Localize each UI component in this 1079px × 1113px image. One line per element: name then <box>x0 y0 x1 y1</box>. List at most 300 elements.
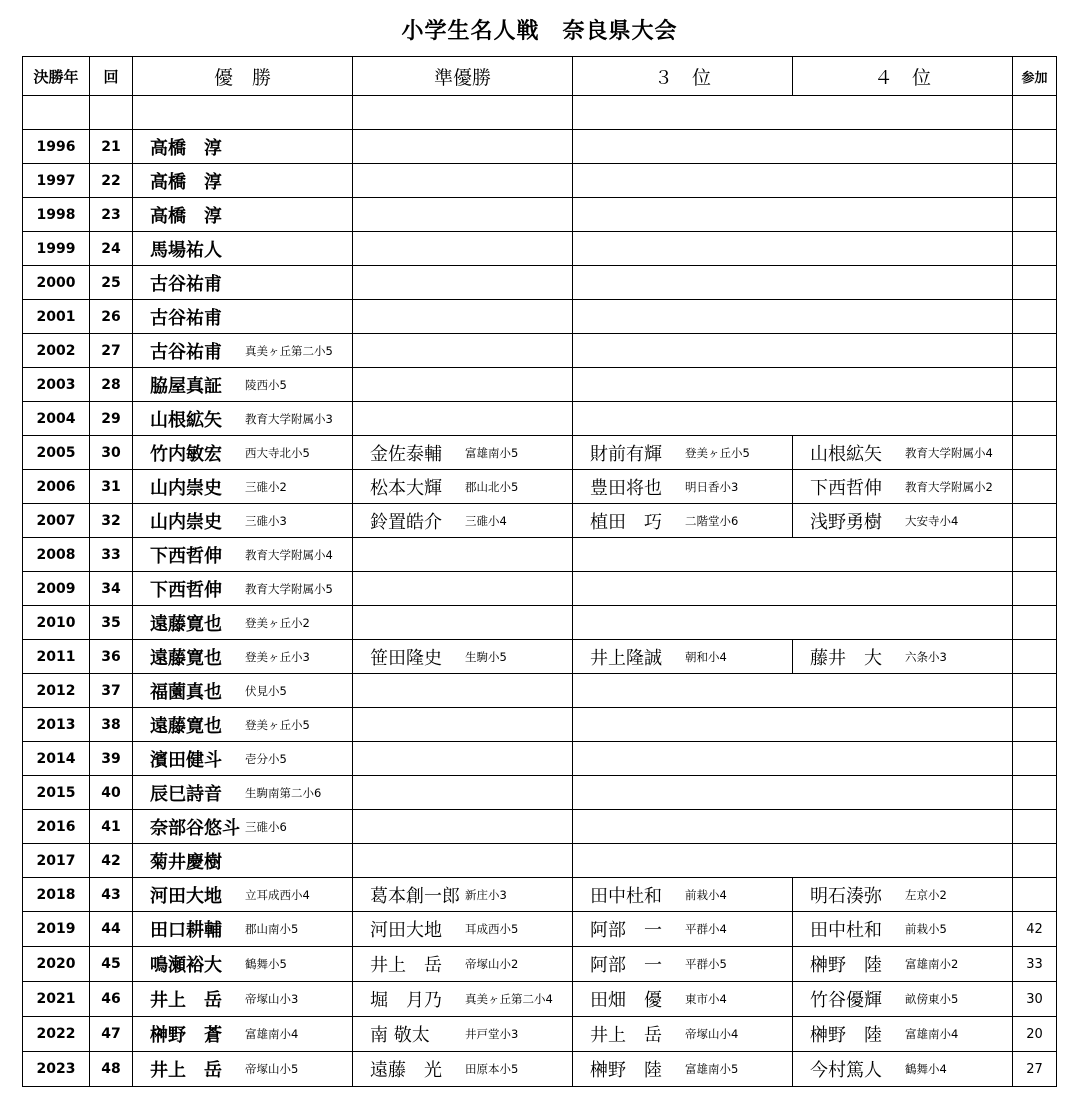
winner-cell <box>133 538 353 572</box>
runner-up-cell <box>353 164 573 198</box>
table-row <box>23 436 1057 470</box>
winner-cell <box>133 640 353 674</box>
fourth-school: 左京小2 <box>905 887 947 902</box>
winner-name: 井上 岳 <box>150 990 222 1011</box>
fourth-name: 下西哲伸 <box>810 477 882 499</box>
year-cell: 2017 <box>23 844 90 878</box>
runner-up-cell <box>353 538 573 572</box>
participants-cell <box>1013 164 1057 198</box>
fourth-name: 榊野 陸 <box>810 955 882 976</box>
winner-name: 高橋 淳 <box>150 171 222 193</box>
third-fourth-cell <box>573 538 1013 572</box>
winner-cell <box>133 742 353 776</box>
table-row <box>23 368 1057 402</box>
table-row <box>23 606 1057 640</box>
fourth-cell <box>793 436 1013 470</box>
winner-name: 下西哲伸 <box>150 545 222 567</box>
third-name: 井上 岳 <box>590 1025 662 1046</box>
table-row <box>23 1017 1057 1052</box>
third-cell <box>573 947 793 982</box>
participants-cell: 27 <box>1013 1052 1057 1087</box>
blank-cell <box>1013 96 1057 130</box>
winner-cell <box>133 504 353 538</box>
winner-name: 福薗真也 <box>150 681 222 703</box>
year-cell: 2010 <box>23 606 90 640</box>
winner-name: 古谷祐甫 <box>150 341 222 363</box>
winner-school: 真美ヶ丘第二小5 <box>245 343 333 358</box>
round-cell: 37 <box>90 674 133 708</box>
third-fourth-cell <box>573 572 1013 606</box>
participants-cell: 30 <box>1013 982 1057 1017</box>
header-fourth: ４ 位 <box>793 57 1013 96</box>
participants-cell <box>1013 334 1057 368</box>
year-cell: 2022 <box>23 1017 90 1052</box>
runner-up-name: 葛本創一郎 <box>370 885 460 907</box>
table-row <box>23 198 1057 232</box>
participants-cell <box>1013 402 1057 436</box>
round-cell: 39 <box>90 742 133 776</box>
round-cell: 25 <box>90 266 133 300</box>
participants-cell <box>1013 572 1057 606</box>
winner-cell <box>133 606 353 640</box>
winner-school: 登美ヶ丘小2 <box>245 615 310 630</box>
third-school: 平群小4 <box>685 922 727 936</box>
round-cell: 45 <box>90 947 133 982</box>
winner-school: 鶴舞小5 <box>245 957 287 971</box>
table-row <box>23 470 1057 504</box>
third-cell <box>573 912 793 947</box>
round-cell: 36 <box>90 640 133 674</box>
third-cell <box>573 640 793 674</box>
runner-up-cell <box>353 912 573 947</box>
winner-cell <box>133 402 353 436</box>
round-cell: 31 <box>90 470 133 504</box>
table-row <box>23 742 1057 776</box>
winner-school: 登美ヶ丘小3 <box>245 649 310 664</box>
third-name: 榊野 陸 <box>590 1060 662 1081</box>
participants-cell <box>1013 844 1057 878</box>
table-row <box>23 538 1057 572</box>
third-fourth-cell <box>573 606 1013 640</box>
fourth-cell <box>793 504 1013 538</box>
third-school: 東市小4 <box>685 992 727 1006</box>
year-cell: 2023 <box>23 1052 90 1087</box>
runner-up-school: 井戸堂小3 <box>465 1027 519 1041</box>
runner-up-cell <box>353 300 573 334</box>
third-fourth-cell <box>573 266 1013 300</box>
winner-cell <box>133 947 353 982</box>
fourth-school: 富雄南小4 <box>905 1027 959 1041</box>
third-fourth-cell <box>573 810 1013 844</box>
table-row <box>23 776 1057 810</box>
round-cell: 27 <box>90 334 133 368</box>
third-name: 豊田将也 <box>590 477 662 499</box>
third-fourth-cell <box>573 402 1013 436</box>
third-name: 植田 巧 <box>590 511 662 533</box>
winner-name: 竹内敏宏 <box>150 443 222 465</box>
table-row <box>23 640 1057 674</box>
third-fourth-cell <box>573 198 1013 232</box>
winner-name: 山内崇史 <box>150 477 222 499</box>
round-cell: 40 <box>90 776 133 810</box>
winner-cell <box>133 470 353 504</box>
table-row <box>23 402 1057 436</box>
fourth-school: 畝傍東小5 <box>905 992 959 1006</box>
winner-school: 生駒南第二小6 <box>245 785 322 800</box>
round-cell: 23 <box>90 198 133 232</box>
participants-cell <box>1013 436 1057 470</box>
winner-school: 登美ヶ丘小5 <box>245 717 310 732</box>
winner-cell <box>133 708 353 742</box>
third-fourth-cell <box>573 776 1013 810</box>
winner-name: 古谷祐甫 <box>150 273 222 295</box>
fourth-school: 教育大学附属小2 <box>905 479 993 494</box>
winner-school: 教育大学附属小3 <box>245 411 333 426</box>
winner-name: 馬場祐人 <box>150 239 222 261</box>
year-cell: 2016 <box>23 810 90 844</box>
winner-cell <box>133 130 353 164</box>
third-cell <box>573 504 793 538</box>
winner-school: 壱分小5 <box>245 751 287 766</box>
round-cell: 38 <box>90 708 133 742</box>
runner-up-cell <box>353 708 573 742</box>
winner-cell <box>133 198 353 232</box>
round-cell: 28 <box>90 368 133 402</box>
table-row <box>23 504 1057 538</box>
fourth-cell <box>793 947 1013 982</box>
third-school: 朝和小4 <box>685 649 727 664</box>
winner-name: 高橋 淳 <box>150 137 222 159</box>
runner-up-cell <box>353 640 573 674</box>
third-fourth-cell <box>573 232 1013 266</box>
fourth-name: 明石湊弥 <box>810 885 882 907</box>
round-cell: 26 <box>90 300 133 334</box>
runner-up-cell <box>353 776 573 810</box>
runner-up-school: 富雄南小5 <box>465 445 519 460</box>
fourth-school: 富雄南小2 <box>905 957 959 971</box>
fourth-cell <box>793 640 1013 674</box>
winner-cell <box>133 1052 353 1087</box>
year-cell: 2021 <box>23 982 90 1017</box>
third-fourth-cell <box>573 334 1013 368</box>
winner-school: 教育大学附属小4 <box>245 547 333 562</box>
fourth-cell <box>793 982 1013 1017</box>
runner-up-cell <box>353 266 573 300</box>
table-row <box>23 334 1057 368</box>
winner-school: 三碓小3 <box>245 513 287 528</box>
winner-name: 河田大地 <box>150 885 222 907</box>
winner-school: 陵西小5 <box>245 377 287 392</box>
table-row <box>23 1052 1057 1087</box>
participants-cell <box>1013 742 1057 776</box>
winner-cell <box>133 572 353 606</box>
runner-up-cell <box>353 334 573 368</box>
third-fourth-cell <box>573 164 1013 198</box>
year-cell: 2018 <box>23 878 90 912</box>
fourth-school: 教育大学附属小4 <box>905 445 993 460</box>
winner-name: 遠藤寛也 <box>150 613 222 635</box>
round-cell: 41 <box>90 810 133 844</box>
participants-cell <box>1013 640 1057 674</box>
runner-up-name: 鈴置皓介 <box>370 511 442 533</box>
round-cell: 33 <box>90 538 133 572</box>
winner-name: 山根絋矢 <box>150 409 222 431</box>
round-cell: 24 <box>90 232 133 266</box>
participants-cell <box>1013 470 1057 504</box>
header-third: ３ 位 <box>573 57 793 96</box>
participants-cell <box>1013 606 1057 640</box>
year-cell: 2012 <box>23 674 90 708</box>
winner-name: 遠藤寛也 <box>150 647 222 669</box>
winner-name: 榊野 蒼 <box>150 1025 222 1046</box>
third-cell <box>573 470 793 504</box>
runner-up-name: 南 敬太 <box>370 1025 430 1046</box>
winner-name: 鳴瀬裕大 <box>150 955 222 976</box>
winner-name: 濱田健斗 <box>150 749 222 771</box>
year-cell: 1997 <box>23 164 90 198</box>
runner-up-cell <box>353 130 573 164</box>
year-cell: 2003 <box>23 368 90 402</box>
runner-up-name: 金佐泰輔 <box>370 443 442 465</box>
fourth-name: 山根絋矢 <box>810 443 882 465</box>
runner-up-cell <box>353 572 573 606</box>
runner-up-cell <box>353 1052 573 1087</box>
round-cell: 32 <box>90 504 133 538</box>
participants-cell <box>1013 300 1057 334</box>
table-row <box>23 232 1057 266</box>
participants-cell <box>1013 674 1057 708</box>
round-cell: 34 <box>90 572 133 606</box>
participants-cell <box>1013 198 1057 232</box>
header-row <box>23 57 1057 96</box>
fourth-school: 鶴舞小4 <box>905 1062 947 1076</box>
winner-cell <box>133 1017 353 1052</box>
third-fourth-cell <box>573 674 1013 708</box>
winner-cell <box>133 674 353 708</box>
third-name: 阿部 一 <box>590 955 662 976</box>
table-row <box>23 130 1057 164</box>
fourth-cell <box>793 1052 1013 1087</box>
header-winner: 優 勝 <box>133 57 353 96</box>
table-row <box>23 844 1057 878</box>
table-row <box>23 810 1057 844</box>
table-row <box>23 572 1057 606</box>
runner-up-school: 耳成西小5 <box>465 922 519 936</box>
winner-cell <box>133 300 353 334</box>
table-row <box>23 708 1057 742</box>
runner-up-cell <box>353 198 573 232</box>
year-cell: 2011 <box>23 640 90 674</box>
year-cell: 1998 <box>23 198 90 232</box>
table-row <box>23 164 1057 198</box>
third-cell <box>573 1017 793 1052</box>
third-school: 前栽小4 <box>685 887 727 902</box>
winner-name: 井上 岳 <box>150 1060 222 1081</box>
fourth-name: 榊野 陸 <box>810 1025 882 1046</box>
runner-up-cell <box>353 470 573 504</box>
winner-school: 三碓小6 <box>245 819 287 834</box>
participants-cell <box>1013 266 1057 300</box>
year-cell: 1996 <box>23 130 90 164</box>
blank-cell <box>133 96 353 130</box>
runner-up-cell <box>353 402 573 436</box>
third-fourth-cell <box>573 368 1013 402</box>
runner-up-cell <box>353 742 573 776</box>
winner-school: 立耳成西小4 <box>245 887 310 902</box>
year-cell: 2015 <box>23 776 90 810</box>
runner-up-school: 生駒小5 <box>465 649 507 664</box>
year-cell: 2000 <box>23 266 90 300</box>
runner-up-school: 三碓小4 <box>465 513 507 528</box>
year-cell: 2014 <box>23 742 90 776</box>
fourth-cell <box>793 912 1013 947</box>
winner-cell <box>133 232 353 266</box>
runner-up-school: 真美ヶ丘第二小4 <box>465 992 553 1006</box>
table-row <box>23 878 1057 912</box>
runner-up-school: 新庄小3 <box>465 887 507 902</box>
participants-cell <box>1013 130 1057 164</box>
blank-cell <box>573 96 1013 130</box>
third-name: 田中杜和 <box>590 885 662 907</box>
runner-up-cell <box>353 810 573 844</box>
year-cell: 2009 <box>23 572 90 606</box>
table-row <box>23 947 1057 982</box>
runner-up-school: 郡山北小5 <box>465 479 519 494</box>
participants-cell <box>1013 776 1057 810</box>
participants-cell <box>1013 504 1057 538</box>
winner-cell <box>133 776 353 810</box>
year-cell: 2007 <box>23 504 90 538</box>
winner-name: 菊井慶樹 <box>150 851 222 873</box>
winner-cell <box>133 334 353 368</box>
winner-cell <box>133 436 353 470</box>
third-school: 富雄南小5 <box>685 1062 739 1076</box>
runner-up-name: 遠藤 光 <box>370 1060 442 1081</box>
year-cell: 2002 <box>23 334 90 368</box>
year-cell: 2019 <box>23 912 90 947</box>
winner-cell <box>133 912 353 947</box>
year-cell: 2005 <box>23 436 90 470</box>
blank-cell <box>90 96 133 130</box>
round-cell: 30 <box>90 436 133 470</box>
fourth-school: 前栽小5 <box>905 922 947 936</box>
blank-cell <box>353 96 573 130</box>
third-school: 二階堂小6 <box>685 513 739 528</box>
year-cell: 2006 <box>23 470 90 504</box>
round-cell: 43 <box>90 878 133 912</box>
runner-up-cell <box>353 947 573 982</box>
table-row <box>23 982 1057 1017</box>
runner-up-name: 笹田隆史 <box>370 647 442 669</box>
runner-up-name: 井上 岳 <box>370 955 442 976</box>
runner-up-cell <box>353 436 573 470</box>
fourth-school: 六条小3 <box>905 649 947 664</box>
third-fourth-cell <box>573 708 1013 742</box>
winner-school: 郡山南小5 <box>245 922 299 936</box>
round-cell: 22 <box>90 164 133 198</box>
winner-name: 辰巳詩音 <box>150 783 222 805</box>
winner-school: 西大寺北小5 <box>245 445 310 460</box>
winner-cell <box>133 368 353 402</box>
runner-up-cell <box>353 878 573 912</box>
table-row <box>23 912 1057 947</box>
third-fourth-cell <box>573 742 1013 776</box>
winner-cell <box>133 164 353 198</box>
year-cell: 2020 <box>23 947 90 982</box>
runner-up-name: 河田大地 <box>370 920 442 941</box>
participants-cell <box>1013 810 1057 844</box>
winner-name: 田口耕輔 <box>150 920 222 941</box>
round-cell: 47 <box>90 1017 133 1052</box>
winner-school: 帝塚山小3 <box>245 992 299 1006</box>
winner-cell <box>133 878 353 912</box>
fourth-school: 大安寺小4 <box>905 513 959 528</box>
winner-name: 高橋 淳 <box>150 205 222 227</box>
header-year: 決勝年 <box>23 57 90 96</box>
round-cell: 48 <box>90 1052 133 1087</box>
blank-row <box>23 96 1057 130</box>
third-cell <box>573 982 793 1017</box>
year-cell: 2004 <box>23 402 90 436</box>
fourth-name: 今村篤人 <box>810 1060 882 1081</box>
runner-up-cell <box>353 1017 573 1052</box>
third-school: 平群小5 <box>685 957 727 971</box>
runner-up-cell <box>353 844 573 878</box>
runner-up-school: 帝塚山小2 <box>465 957 519 971</box>
third-name: 財前有輝 <box>590 443 662 465</box>
winner-cell <box>133 982 353 1017</box>
third-fourth-cell <box>573 844 1013 878</box>
winner-cell <box>133 844 353 878</box>
page-title: 小学生名人戦 奈良県大会 <box>401 19 678 44</box>
round-cell: 44 <box>90 912 133 947</box>
runner-up-cell <box>353 982 573 1017</box>
table-row <box>23 266 1057 300</box>
blank-cell <box>23 96 90 130</box>
fourth-name: 竹谷優輝 <box>810 990 882 1011</box>
fourth-cell <box>793 1017 1013 1052</box>
runner-up-name: 堀 月乃 <box>370 990 442 1011</box>
third-school: 登美ヶ丘小5 <box>685 445 750 460</box>
participants-cell <box>1013 368 1057 402</box>
year-cell: 2013 <box>23 708 90 742</box>
winner-name: 古谷祐甫 <box>150 307 222 329</box>
header-participants: 参加 <box>1013 57 1057 96</box>
third-cell <box>573 1052 793 1087</box>
third-name: 田畑 優 <box>590 990 662 1011</box>
winner-cell <box>133 810 353 844</box>
winner-school: 帝塚山小5 <box>245 1062 299 1076</box>
winner-cell <box>133 266 353 300</box>
runner-up-cell <box>353 368 573 402</box>
participants-cell: 33 <box>1013 947 1057 982</box>
winner-name: 脇屋真証 <box>150 375 222 397</box>
round-cell: 29 <box>90 402 133 436</box>
third-name: 阿部 一 <box>590 920 662 941</box>
year-cell: 1999 <box>23 232 90 266</box>
round-cell: 35 <box>90 606 133 640</box>
winner-name: 遠藤寛也 <box>150 715 222 737</box>
round-cell: 46 <box>90 982 133 1017</box>
winner-name: 奈部谷悠斗 <box>150 817 240 839</box>
runner-up-cell <box>353 232 573 266</box>
winner-name: 山内崇史 <box>150 511 222 533</box>
participants-cell: 42 <box>1013 912 1057 947</box>
results-table <box>22 56 1057 1087</box>
year-cell: 2008 <box>23 538 90 572</box>
third-school: 明日香小3 <box>685 479 739 494</box>
runner-up-cell <box>353 504 573 538</box>
